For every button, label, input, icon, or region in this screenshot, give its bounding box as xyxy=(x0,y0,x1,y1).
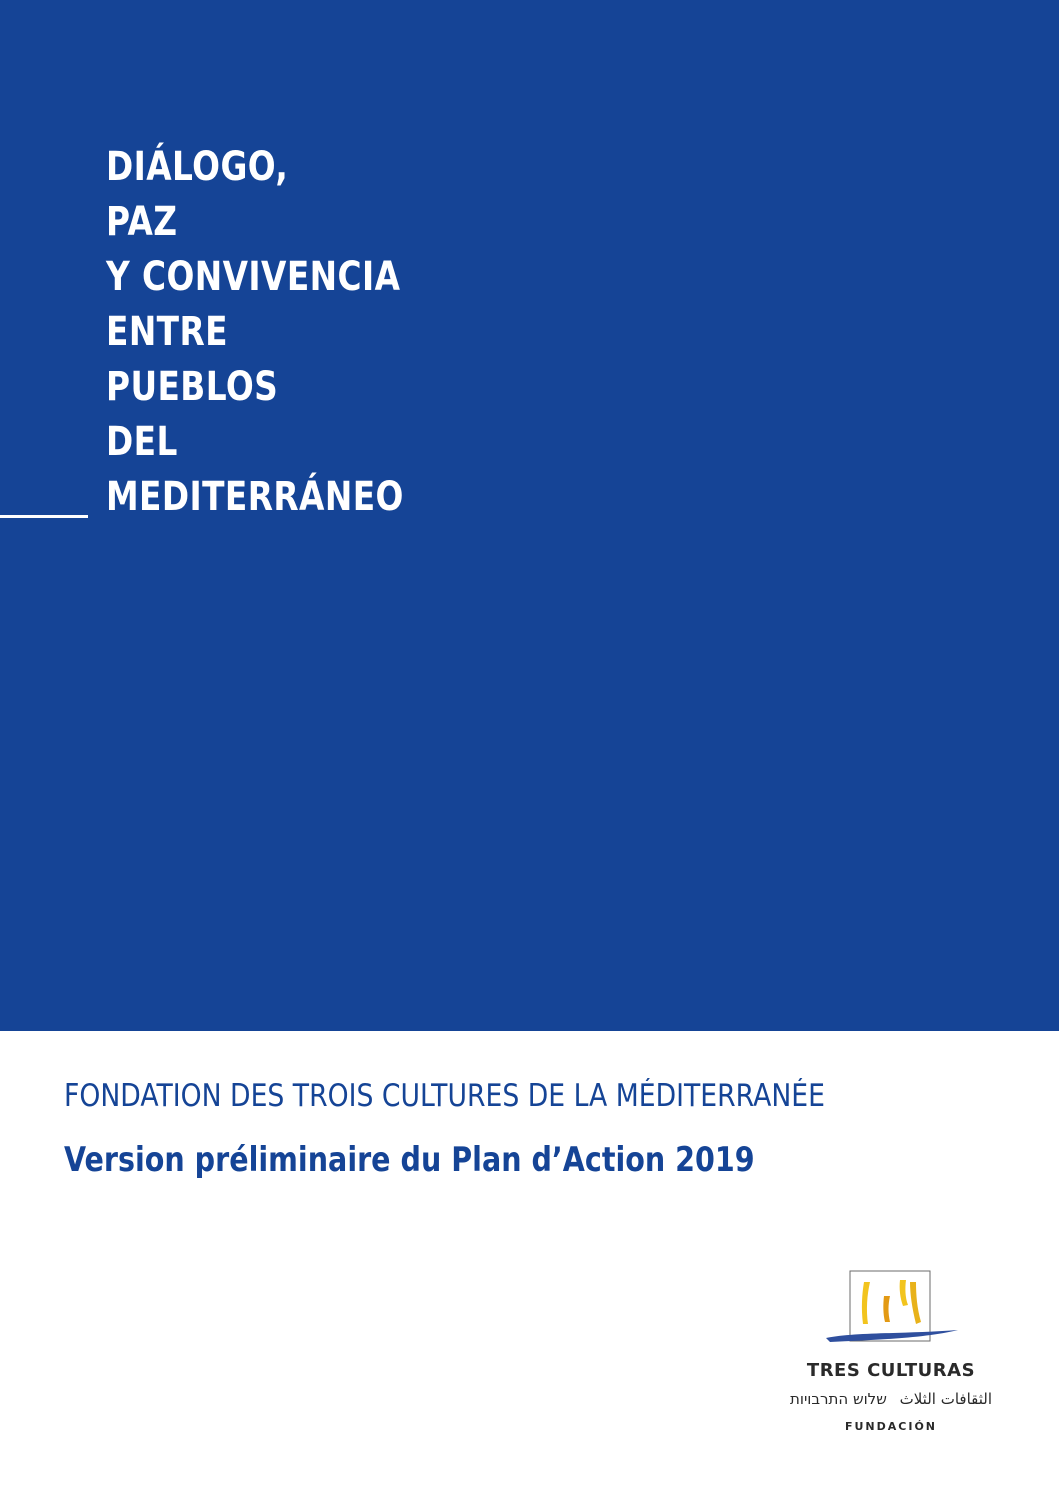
cover-title xyxy=(106,140,469,525)
tres-culturas-logo xyxy=(776,1268,1006,1448)
cover-title-line: MEDITERRÁNEO xyxy=(106,474,404,520)
logo-stroke-yellow-1 xyxy=(862,1282,870,1324)
cover-title-line: Y CONVIVENCIA xyxy=(106,254,401,300)
cover-title-line: DEL xyxy=(106,419,178,465)
cover-title-line: PAZ xyxy=(106,199,178,245)
accent-rule xyxy=(0,515,88,518)
foundation-name: FONDATION DES TROIS CULTURES DE LA MÉDITERRANÉE xyxy=(64,1078,825,1114)
logo-arabic: الثقافات الثلاث xyxy=(899,1390,992,1408)
logo-scripts xyxy=(776,1389,1006,1409)
logo-name: TRES CULTURAS xyxy=(806,1360,976,1381)
document-subtitle: Version préliminaire du Plan d’Action 2019 xyxy=(64,1140,755,1180)
logo-wave xyxy=(826,1330,958,1342)
logo-hebrew: שלוש התרבויות xyxy=(790,1390,887,1408)
cover-title-line: ENTRE xyxy=(106,309,228,355)
logo-stroke-orange xyxy=(883,1296,890,1322)
logo-stroke-yellow-2 xyxy=(900,1280,908,1306)
logo-stroke-yellow-3 xyxy=(910,1282,921,1324)
logo-foundation: FUNDACIÓN xyxy=(844,1420,938,1433)
cover-title-line: PUEBLOS xyxy=(106,364,279,410)
cover-title-line: DIÁLOGO, xyxy=(106,144,289,190)
tres-culturas-logo-icon xyxy=(776,1268,1006,1348)
